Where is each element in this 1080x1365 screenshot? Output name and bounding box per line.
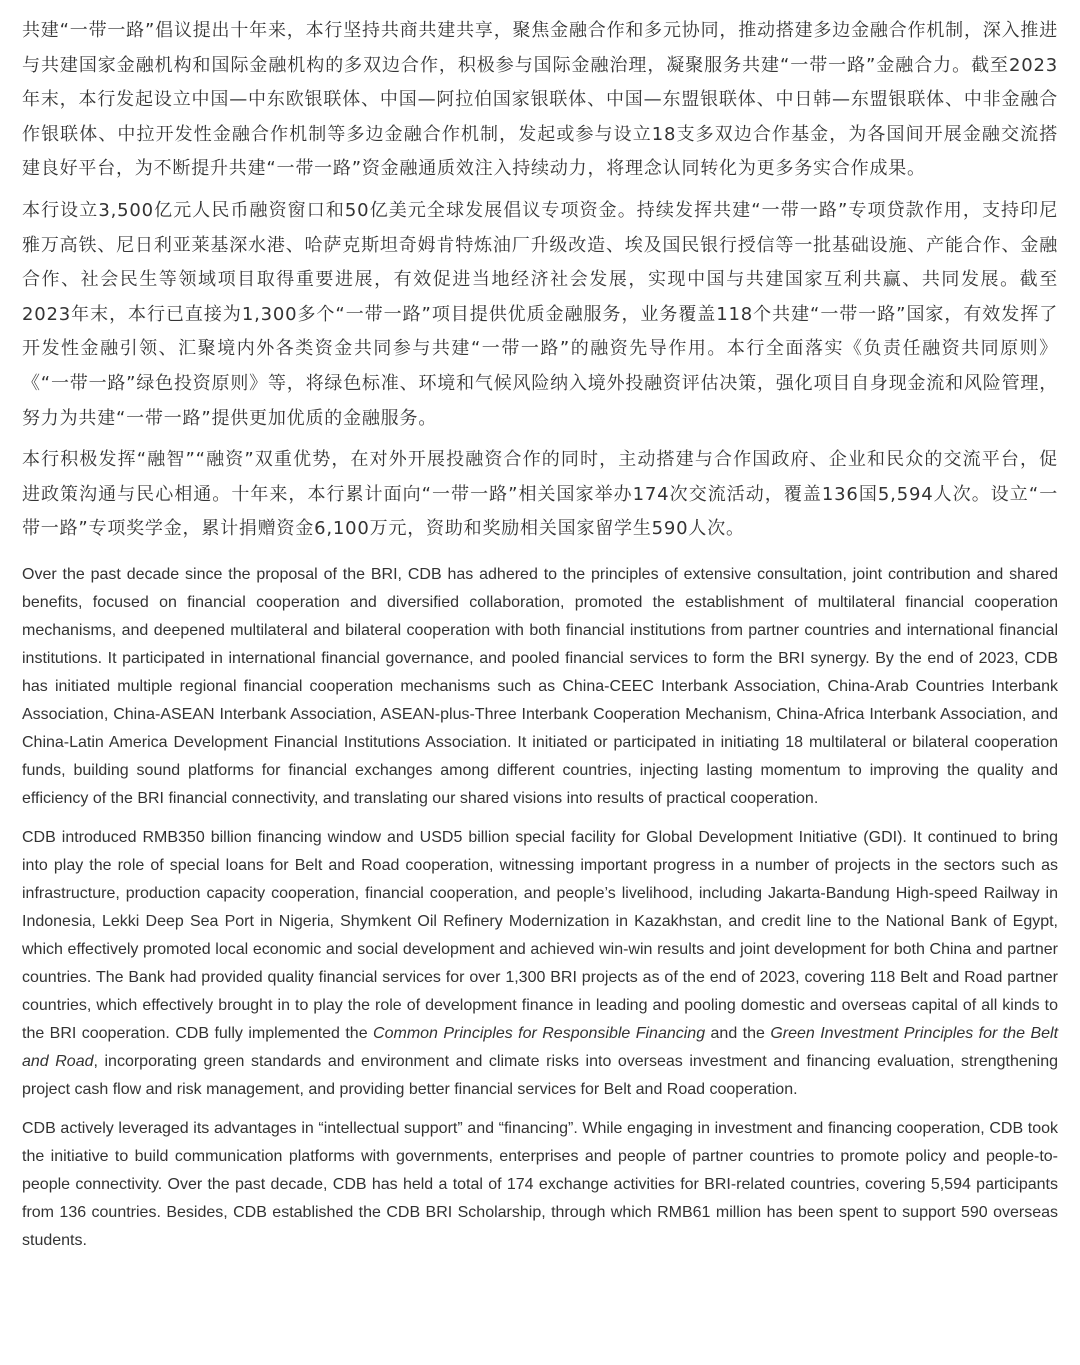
en-paragraph-2-text-c: , incorporating green standards and environment and climate risks into overseas investment and financing evaluation, strengthening project cash flow and risk management, and providing better financial services for Belt and Road cooperation. — [22, 1052, 1059, 1098]
en-paragraph-2-text-a: CDB introduced RMB350 billion financing window and USD5 billion special facility for Global Development Initiative (GDI). It continued to bring into play the role of special loans for Belt and Road cooperation, witnessing important progress in a number of projects in the sectors such as infrastructure, production capacity cooperation, financial cooperation, and people’s livelihood, including Jakarta-Bandung High-speed Railway in Indonesia, Lekki Deep Sea Port in Nigeria, Shymkent Oil Refinery Modernization in Kazakhstan, and credit line to the National Bank of Egypt, which effectively promoted local economic and social development and achieved win-win results and joint development for both China and partner countries. The Bank had provided quality financial services for over 1,300 BRI projects as of the end of 2023, covering 118 Belt and Road partner countries, which effectively brought in to play the role of development finance in leading and pooling domestic and overseas capital of all kinds to the BRI cooperation. CDB fully implemented the — [22, 828, 1058, 1042]
en-paragraph-1: Over the past decade since the proposal of the BRI, CDB has adhered to the principles of extensive consultation, joint contribution and shared benefits, focused on financial cooperation and diversified collaboration, promoted the establishment of multilateral financial cooperation mechanisms, and deepened multilateral and bilateral cooperation with both financial institutions from partner countries and international financial institutions. It participated in international financial governance, and pooled financial services to form the BRI synergy. By the end of 2023, CDB has initiated multiple regional financial cooperation mechanisms such as China-CEEC Interbank Association, China-Arab Countries Interbank Association, China-ASEAN Interbank Association, ASEAN-plus-Three Interbank Cooperation Mechanism, China-Africa Interbank Association, and China-Latin America Development Financial Institutions Association. It initiated or participated in initiating 18 multilateral or bilateral cooperation funds, building sound platforms for financial exchanges among different countries, injecting lasting momentum to improving the quality and efficiency of the BRI financial connectivity, and translating our shared visions into results of practical cooperation. — [22, 565, 1058, 807]
en-paragraph-2-text-b: and the — [705, 1024, 771, 1042]
en-paragraph-2 — [22, 824, 1058, 1104]
italic-title-common-principles: Common Principles for Responsible Financing — [373, 1024, 706, 1042]
zh-paragraph-1: 共建“一带一路”倡议提出十年来，本行坚持共商共建共享，聚焦金融合作和多元协同，推动搭建多边金融合作机制，深入推进与共建国家金融机构和国际金融机构的多双边合作，积极参与国际金融治理，凝聚服务共建“一带一路”金融合力。截至2023年末，本行发起设立中国—中东欧银联体、中国—阿拉伯国家银联体、中国—东盟银联体、中日韩—东盟银联体、中非金融合作银联体、中拉开发性金融合作机制等多边金融合作机制，发起或参与设立18支多双边合作基金，为各国间开展金融交流搭建良好平台，为不断提升共建“一带一路”资金融通质效注入持续动力，将理念认同转化为更多务实合作成果。 — [22, 20, 1058, 180]
zh-paragraph-3: 本行积极发挥“融智”“融资”双重优势，在对外开展投融资合作的同时，主动搭建与合作国政府、企业和民众的交流平台，促进政策沟通与民心相通。十年来，本行累计面向“一带一路”相关国家举办174次交流活动，覆盖136国5,594人次。设立“一带一路”专项奖学金，累计捐赠资金6,100万元，资助和奖励相关国家留学生590人次。 — [22, 449, 1058, 540]
italic-title-green-investment-principles: Green Investment Principles for the Belt and Road — [22, 1024, 1059, 1070]
zh-paragraph-2: 本行设立3,500亿元人民币融资窗口和50亿美元全球发展倡议专项资金。持续发挥共建“一带一路”专项贷款作用，支持印尼雅万高铁、尼日利亚莱基深水港、哈萨克斯坦奇姆肯特炼油厂升级改造、埃及国民银行授信等一批基础设施、产能合作、金融合作、社会民生等领域项目取得重要进展，有效促进当地经济社会发展，实现中国与共建国家互利共赢、共同发展。截至2023年末，本行已直接为1,300多个“一带一路”项目提供优质金融服务，业务覆盖118个共建“一带一路”国家，有效发挥了开发性金融引领、汇聚境内外各类资金共同参与共建“一带一路”的融资先导作用。本行全面落实《负责任融资共同原则》《“一带一路”绿色投资原则》等，将绿色标准、环境和气候风险纳入境外投融资评估决策，强化项目自身现金流和风险管理，努力为共建“一带一路”提供更加优质的金融服务。 — [22, 199, 1058, 429]
en-paragraph-3: CDB actively leveraged its advantages in “intellectual support” and “financing”. While engaging in investment and financing cooperation, CDB took the initiative to build communication platforms with governments, enterprises and people of partner countries to promote policy and people-to-people connectivity. Over the past decade, CDB has held a total of 174 exchange activities for BRI-related countries, covering 5,594 participants from 136 countries. Besides, CDB established the CDB BRI Scholarship, through which RMB61 million has been spent to support 590 overseas students. — [22, 1119, 1058, 1249]
